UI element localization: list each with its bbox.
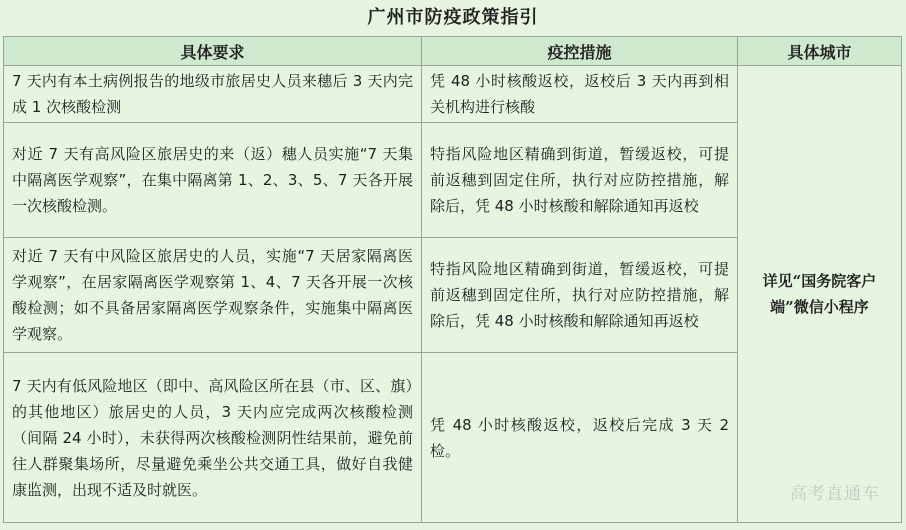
measure-cell: 特指风险地区精确到街道，暂缓返校，可提前返穗到固定住所，执行对应防控措施，解除后，凭 48 小时核酸和解除通知再返校	[422, 123, 738, 238]
header-requirement: 具体要求	[4, 37, 422, 66]
measure-cell: 凭 48 小时核酸返校，返校后完成 3 天 2 检。	[422, 353, 738, 523]
policy-table	[3, 36, 902, 523]
header-measure: 疫控措施	[422, 37, 738, 66]
requirement-cell: 7 天内有本土病例报告的地级市旅居史人员来穗后 3 天内完成 1 次核酸检测	[4, 66, 422, 123]
requirement-cell: 对近 7 天有中风险区旅居史的人员，实施“7 天居家隔离医学观察”，在居家隔离医学观察第 1、4、7 天各开展一次核酸检测；如不具备居家隔离医学观察条件，实施集中隔离医学观察。	[4, 238, 422, 353]
header-city: 具体城市	[738, 37, 902, 66]
requirement-cell: 对近 7 天有高风险区旅居史的来（返）穗人员实施“7 天集中隔离医学观察”，在集中隔离第 1、2、3、5、7 天各开展一次核酸检测。	[4, 123, 422, 238]
measure-cell: 特指风险地区精确到街道，暂缓返校，可提前返穗到固定住所，执行对应防控措施，解除后，凭 48 小时核酸和解除通知再返校	[422, 238, 738, 353]
watermark: 高考直通车	[790, 484, 880, 504]
table-header-row	[4, 37, 902, 66]
city-cell: 详见“国务院客户端”微信小程序	[738, 66, 902, 523]
page-title: 广州市防疫政策指引	[367, 7, 539, 28]
measure-cell: 凭 48 小时核酸返校，返校后 3 天内再到相关机构进行核酸	[422, 66, 738, 123]
requirement-cell: 7 天内有低风险地区（即中、高风险区所在县（市、区、旗）的其他地区）旅居史的人员，3 天内应完成两次核酸检测（间隔 24 小时），未获得两次核酸检测阴性结果前，避免前往人群聚集场所，尽量避免乘坐公共交通工具，做好自我健康监测，出现不适及时就医。	[4, 353, 422, 523]
table-row	[4, 66, 902, 123]
